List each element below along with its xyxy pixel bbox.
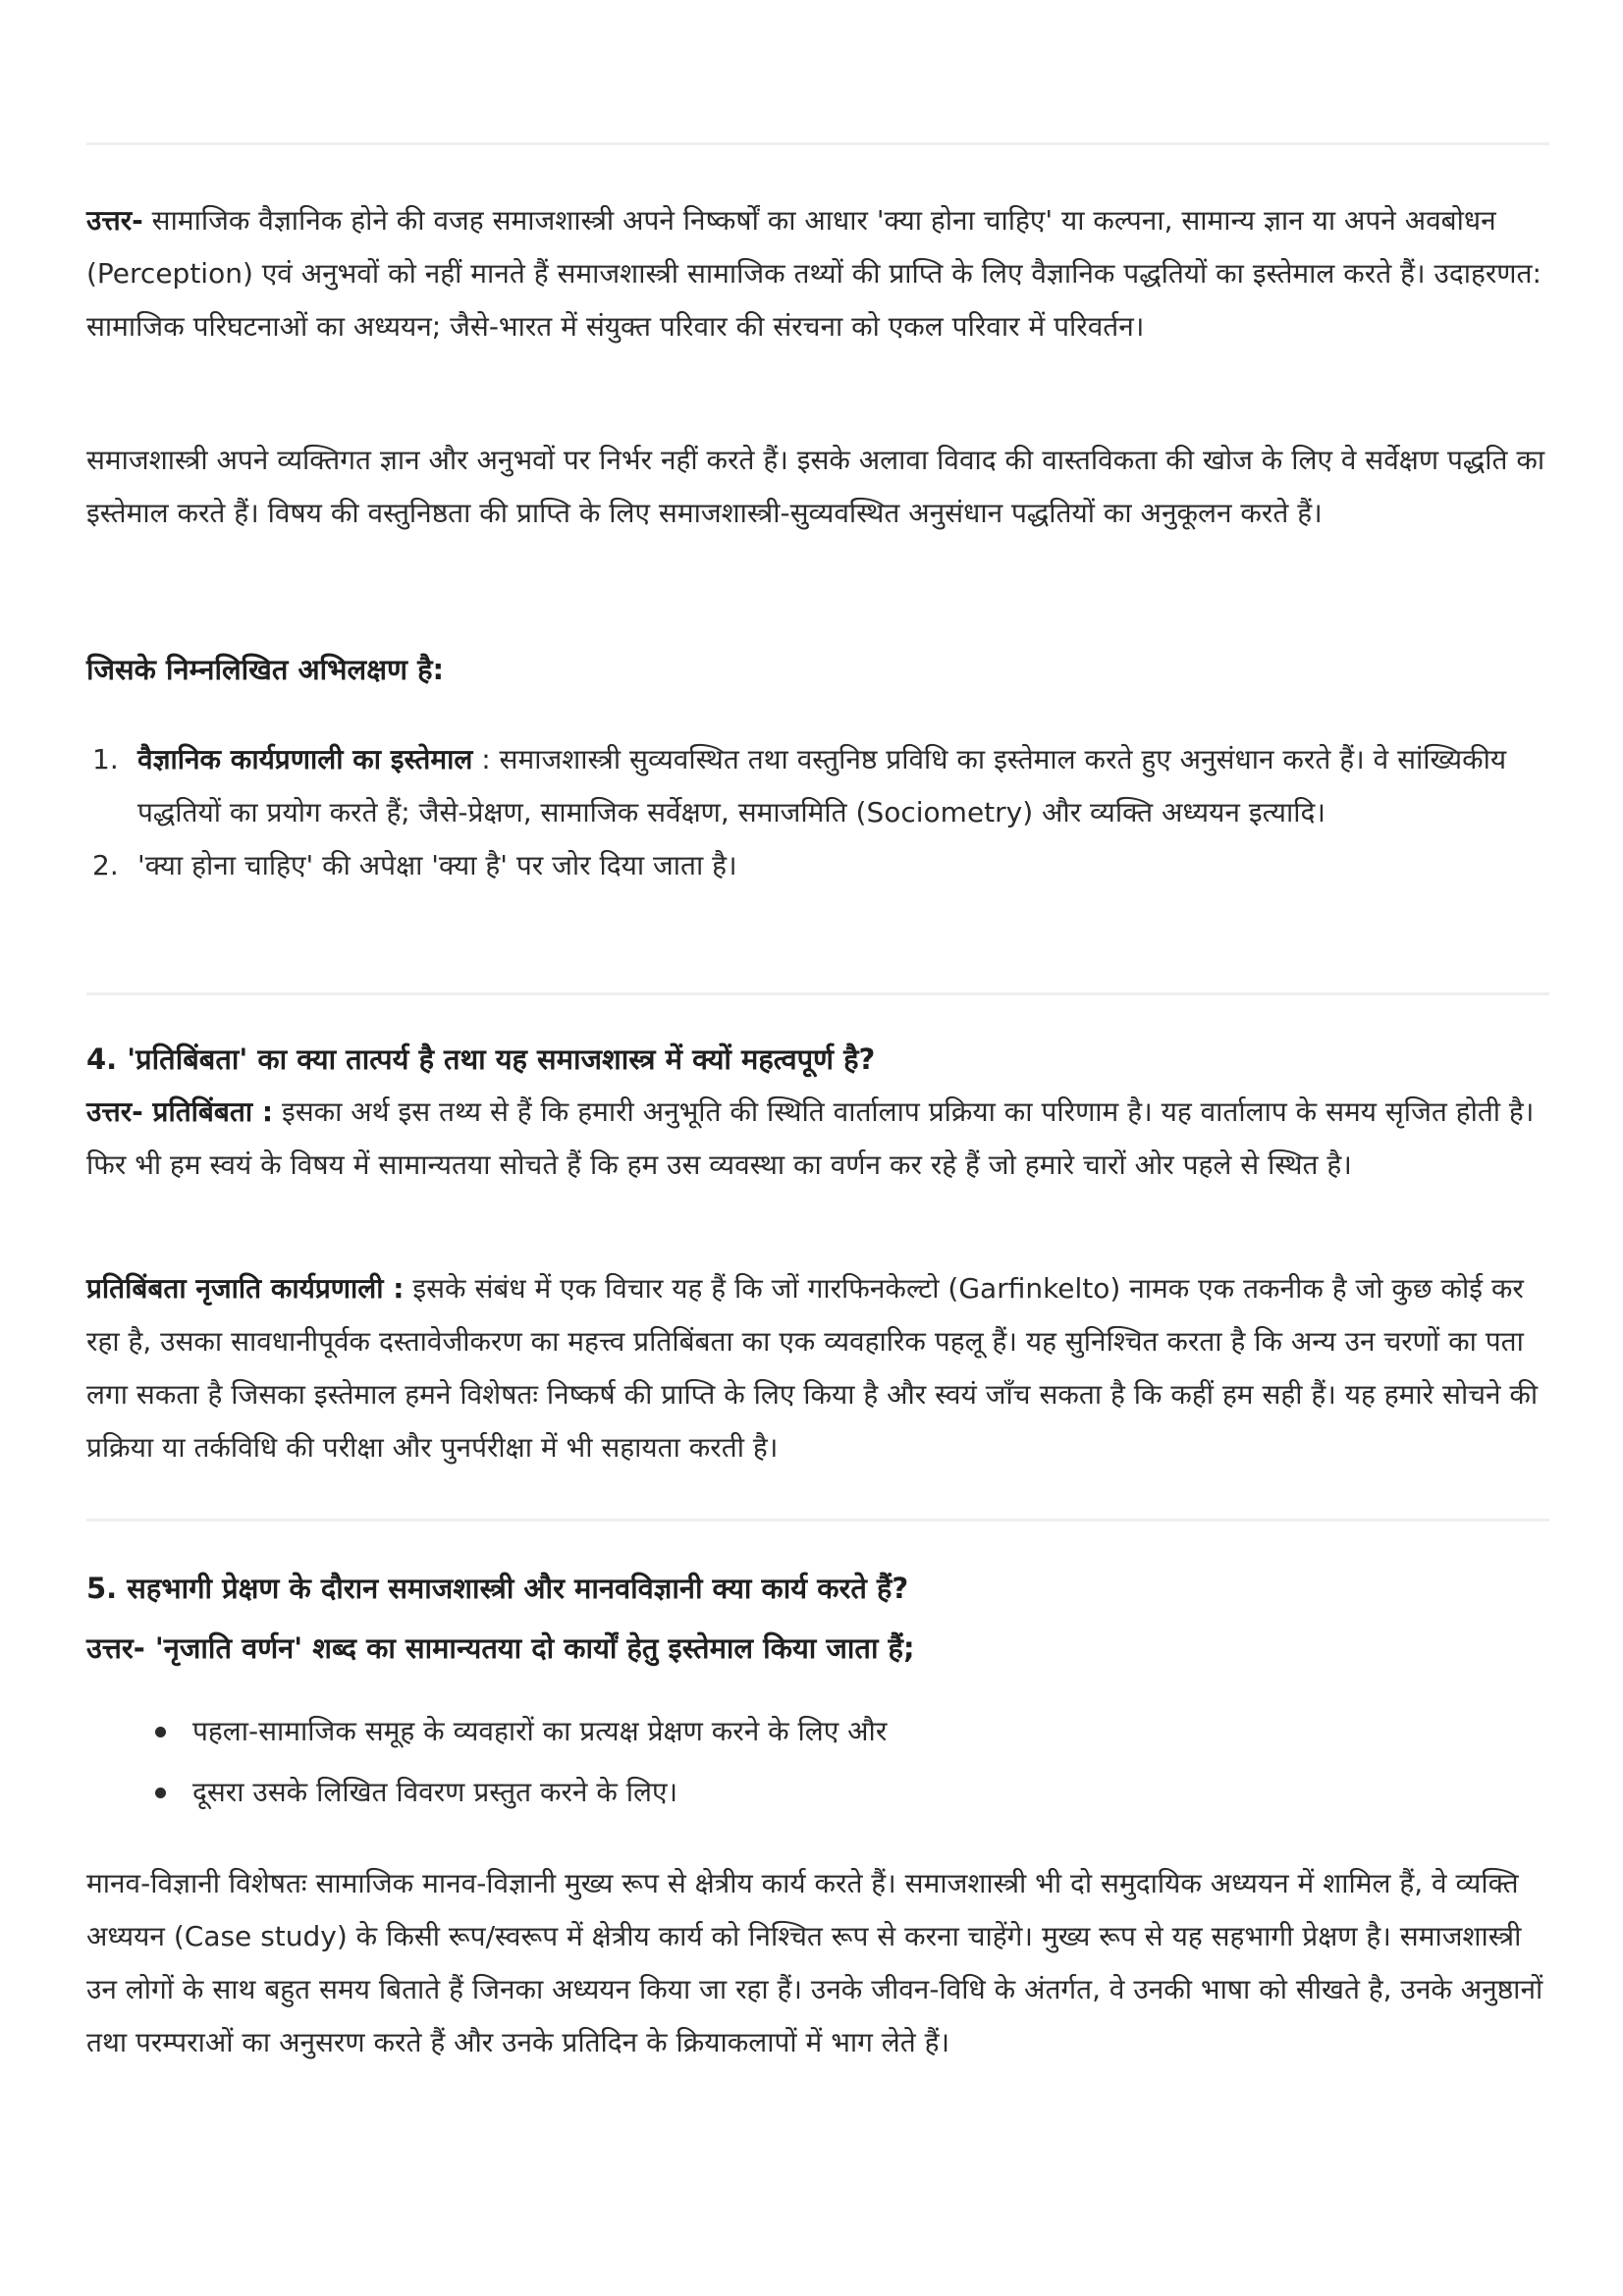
term-label: प्रतिबिंबता नृजाति कार्यप्रणाली :: [86, 1272, 405, 1305]
section-divider: [86, 992, 1549, 995]
section5-answer-line: उत्तर- 'नृजाति वर्णन' शब्द का सामान्यतया दो कार्यों हेतु इस्तेमाल किया जाता हैं;: [86, 1631, 915, 1665]
bullet-text: पहला-सामाजिक समूह के व्यवहारों का प्रत्यक्ष प्रेक्षण करने के लिए और: [192, 1715, 888, 1747]
top-divider: [86, 142, 1549, 145]
list-item: [86, 839, 1549, 892]
list-number: 1.: [92, 743, 119, 775]
section-divider: [86, 1519, 1549, 1522]
feature-title: वैज्ञानिक कार्यप्रणाली का इस्तेमाल: [137, 743, 473, 775]
features-list: [86, 733, 1549, 892]
bullet-dot: [155, 1727, 166, 1737]
answer-label: उत्तर- प्रतिबिंबता :: [86, 1095, 274, 1128]
feature-text: : समाजशास्त्री सुव्यवस्थित तथा वस्तुनिष्ठ प्रविधि का इस्तेमाल करते हुए अनुसंधान करते हैं। वे सांख्यिकीय पद्धतियों का प्रयोग करते हैं; जैसे-प्रेक्षण, सामाजिक सर्वेक्षण, समाजमिति (Sociometry) और व्यक्ति अध्ययन इत्यादि।: [137, 743, 1507, 828]
section4-paragraph-2: [86, 1262, 1549, 1474]
answer-text: इसका अर्थ इस तथ्य से हैं कि हमारी अनुभूति की स्थिति वार्तालाप प्रक्रिया का परिणाम है। यह वार्तालाप के समय सृजित होती है। फिर भी हम स्वयं के विषय में सामान्यतया सोचते हैं कि हम उस व्यवस्था का वर्णन कर रहे हैं जो हमारे चारों ओर पहले से स्थित है।: [86, 1095, 1535, 1181]
term-text: इसके संबंध में एक विचार यह हैं कि जों गारफिनकेल्टो (Garfinkelto) नामक एक तकनीक है जो कुछ कोई कर रहा है, उसका सावधानीपूर्वक दस्तावेजीकरण का महत्त्व प्रतिबिंबता का एक व्यवहारिक पहलू हैं। यह सुनिश्चित करता है कि अन्य उन चरणों का पता लगा सकता है जिसका इस्तेमाल हमने विशेषतः निष्कर्ष की प्राप्ति के लिए किया है और स्वयं जाँच सकता है कि कहीं हम सही हैं। यह हमारे सोचने की प्रक्रिया या तर्कविधि की परीक्षा और पुनर्परीक्षा में भी सहायता करती है।: [86, 1272, 1539, 1464]
bullet-dot: [155, 1788, 166, 1798]
section3-answer-paragraph: [86, 194, 1549, 353]
answer-label: उत्तर-: [86, 204, 143, 237]
section4-answer-paragraph: [86, 1086, 1549, 1192]
list-item: [86, 733, 1549, 839]
section3-paragraph-2: समाजशास्त्री अपने व्यक्तिगत ज्ञान और अनुभवों पर निर्भर नहीं करते हैं। इसके अलावा विवाद की वास्तविकता की खोज के लिए वे सर्वेक्षण पद्धति का इस्तेमाल करते हैं। विषय की वस्तुनिष्ठता की प्राप्ति के लिए समाजशास्त्री-सुव्यवस्थित अनुसंधान पद्धतियों का अनुकूलन करते हैं।: [86, 444, 1545, 529]
section5-paragraph: मानव-विज्ञानी विशेषतः सामाजिक मानव-विज्ञानी मुख्य रूप से क्षेत्रीय कार्य करते हैं। समाजशास्त्री भी दो समुदायिक अध्ययन में शामिल हैं, वे व्यक्ति अध्ययन (Case study) के किसी रूप/स्वरूप में क्षेत्रीय कार्य को निश्चित रूप से करना चाहेंगे। मुख्य रूप से यह सहभागी प्रेक्षण है। समाजशास्त्री उन लोगों के साथ बहुत समय बिताते हैं जिनका अध्ययन किया जा रहा हैं। उनके जीवन-विधि के अंतर्गत, वे उनकी भाषा को सीखते है, उनके अनुष्ठानों तथा परम्पराओं का अनुसरण करते हैं और उनके प्रतिदिन के क्रियाकलापों में भाग लेते हैं।: [86, 1867, 1543, 2058]
list-item: [86, 1705, 1549, 1758]
bullet-list: [86, 1705, 1549, 1819]
feature-text: 'क्या होना चाहिए' की अपेक्षा 'क्या है' पर जोर दिया जाता है।: [137, 849, 737, 881]
section5-question: 5. सहभागी प्रेक्षण के दौरान समाजशास्त्री और मानवविज्ञानी क्या कार्य करते हैं?: [86, 1572, 909, 1605]
section4-question: 4. 'प्रतिबिंबता' का क्या तात्पर्य है तथा यह समाजशास्त्र में क्यों महत्वपूर्ण है?: [86, 1042, 876, 1076]
list-number: 2.: [92, 849, 119, 881]
bullet-text: दूसरा उसके लिखित विवरण प्रस्तुत करने के लिए।: [192, 1776, 678, 1808]
list-item: [86, 1766, 1549, 1819]
features-heading: जिसके निम्नलिखित अभिलक्षण है:: [86, 653, 445, 686]
answer-text: सामाजिक वैज्ञानिक होने की वजह समाजशास्त्री अपने निष्कर्षों का आधार 'क्या होना चाहिए' या कल्पना, सामान्य ज्ञान या अपने अवबोधन (Perception) एवं अनुभवों को नहीं मानते हैं समाजशास्त्री सामाजिक तथ्यों की प्राप्ति के लिए वैज्ञानिक पद्धतियों का इस्तेमाल करते हैं। उदाहरणत: सामाजिक परिघटनाओं का अध्ययन; जैसे-भारत में संयुक्त परिवार की संरचना को एकल परिवार में परिवर्तन।: [86, 204, 1542, 343]
